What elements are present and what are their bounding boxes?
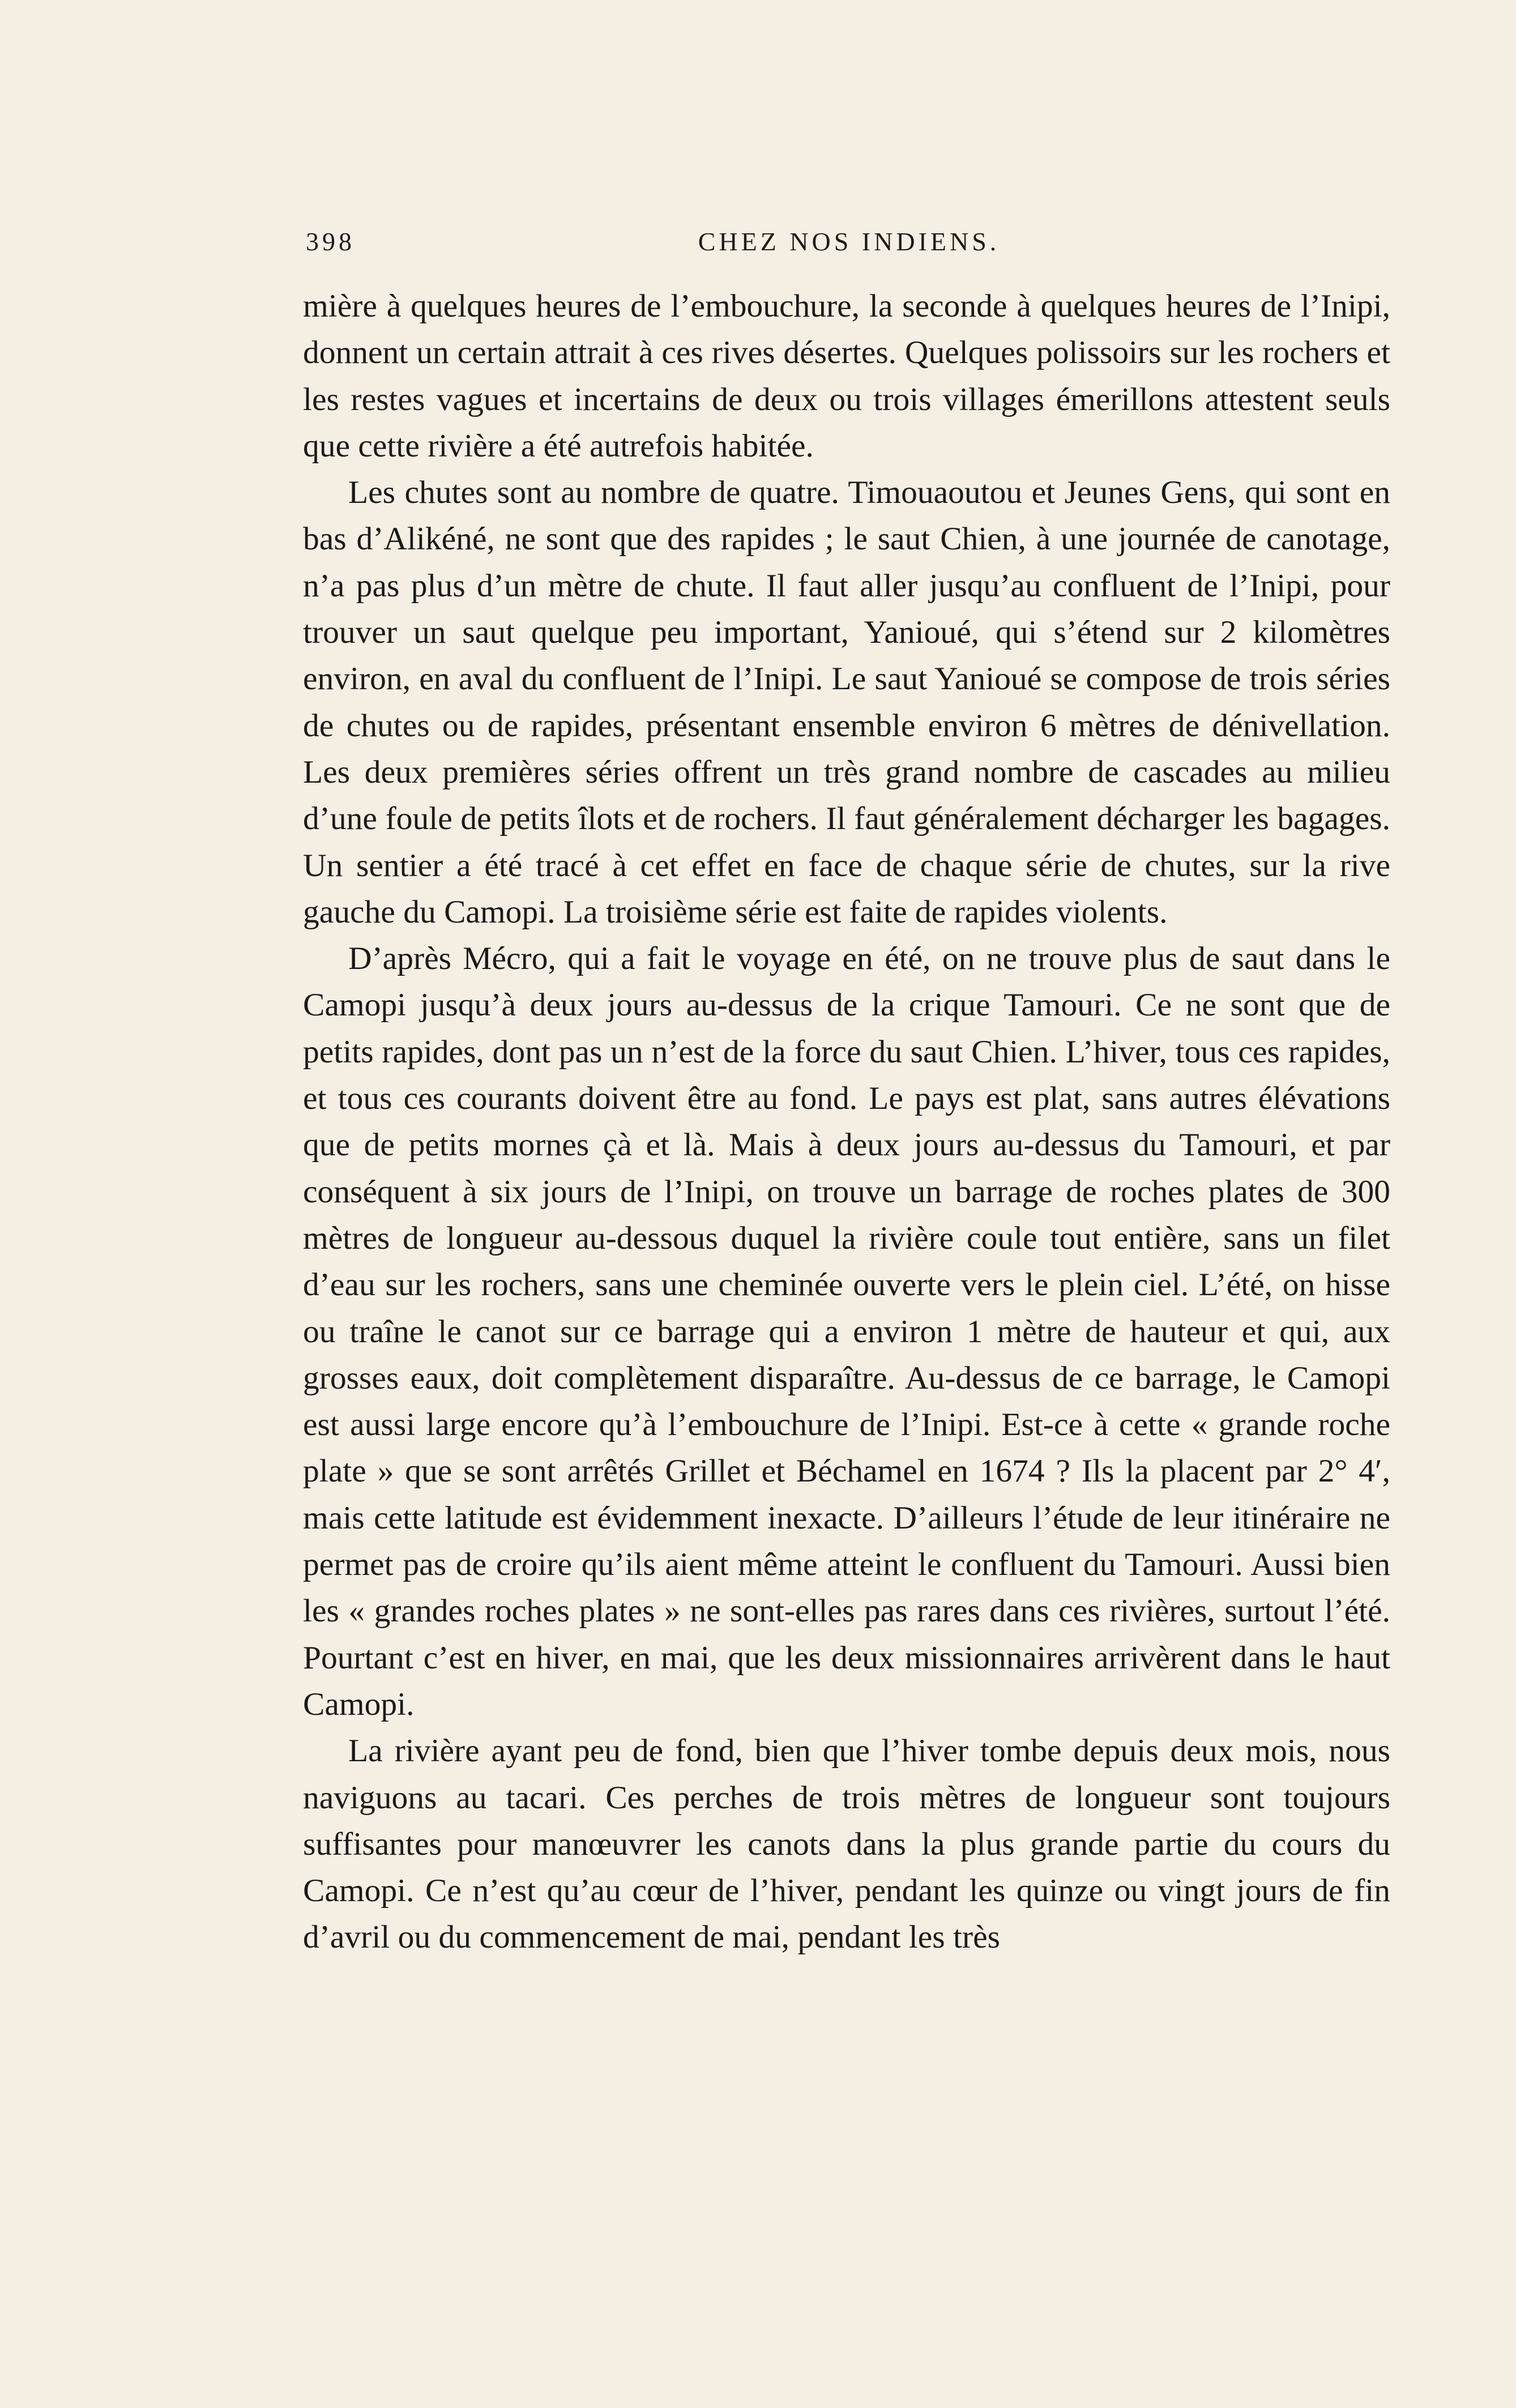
paragraph: D’après Mécro, qui a fait le voyage en été, on ne trouve plus de saut dans le Camopi jusqu’à deux jours au-dessus de la crique Tamouri. Ce ne sont que de petits rapides, dont pas un n’est de la force du saut Chien. L’hiver, tous ces rapides, et tous ces courants doivent être au fond. Le pays est plat, sans autres élévations que de petits mornes çà et là. Mais à deux jours au-dessus du Tamouri, et par conséquent à six jours de l’Inipi, on trouve un barrage de roches plates de 300 mètres de longueur au-dessous duquel la rivière coule tout entière, sans un filet d’eau sur les rochers, sans une cheminée ouverte vers le plein ciel. L’été, on hisse ou traîne le canot sur ce barrage qui a environ 1 mètre de hauteur et qui, aux grosses eaux, doit complètement disparaître. Au-dessus de ce barrage, le Camopi est aussi large encore qu’à l’embouchure de l’Inipi. Est-ce à cette « grande roche plate » que se sont arrêtés Grillet et Béchamel en 1674 ? Ils la placent par 2° 4′, mais cette latitude est évidemment inexacte. D’ailleurs l’étude de leur itinéraire ne permet pas de croire qu’ils aient même atteint le confluent du Tamouri. Aussi bien les « grandes roches plates » ne sont-elles pas rares dans ces rivières, surtout l’été. Pourtant c’est en hiver, en mai, que les deux missionnaires arrivèrent dans le haut Camopi. — [303, 941, 1390, 1722]
paragraph: La rivière ayant peu de fond, bien que l’hiver tombe depuis deux mois, nous naviguons au tacari. Ces perches de trois mètres de longueur sont toujours suffisantes pour manœuvrer les canots dans la plus grande partie du cours du Camopi. Ce n’est qu’au cœur de l’hiver, pendant les quinze ou vingt jours de fin d’avril ou du commencement de mai, pendant les très — [303, 1733, 1390, 1956]
running-header — [306, 227, 1392, 266]
running-title: CHEZ NOS INDIENS. — [698, 227, 1000, 256]
paragraph: Les chutes sont au nombre de quatre. Timouaoutou et Jeunes Gens, qui sont en bas d’Alikéné, ne sont que des rapides ; le saut Chien, à une journée de canotage, n’a pas plus d’un mètre de chute. Il faut aller jusqu’au confluent de l’Inipi, pour trouver un saut quelque peu important, Yanioué, qui s’étend sur 2 kilomètres environ, en aval du confluent de l’Inipi. Le saut Yanioué se compose de trois séries de chutes ou de rapides, présentant ensemble environ 6 mètres de dénivellation. Les deux premières séries offrent un très grand nombre de cascades au milieu d’une foule de petits îlots et de rochers. Il faut généralement décharger les bagages. Un sentier a été tracé à cet effet en face de chaque série de chutes, sur la rive gauche du Camopi. La troisième série est faite de rapides violents. — [303, 475, 1390, 930]
paragraph: mière à quelques heures de l’embouchure, la seconde à quelques heures de l’Inipi, donnent un certain attrait à ces rives désertes. Quelques polissoirs sur les rochers et les restes vagues et incertains de deux ou trois villages émerillons attestent seuls que cette rivière a été autrefois habitée. — [303, 288, 1390, 464]
page-number: 398 — [306, 227, 355, 256]
body-text — [303, 283, 1390, 1961]
